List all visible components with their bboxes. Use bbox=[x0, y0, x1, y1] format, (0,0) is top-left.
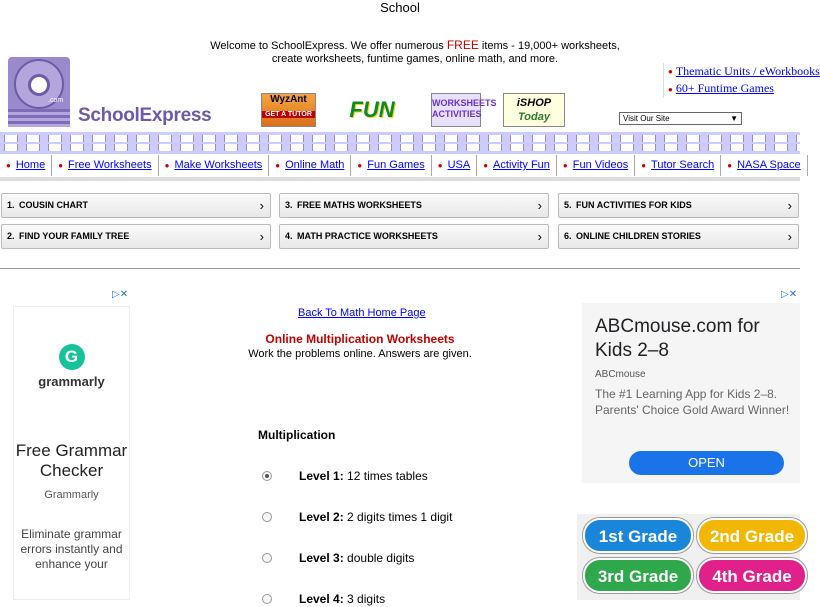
ad-choices-icon[interactable]: ▷✕ bbox=[112, 289, 129, 300]
level-desc: double digits bbox=[347, 551, 415, 565]
nav-link[interactable]: USA bbox=[447, 159, 471, 171]
bullet-icon: ● bbox=[58, 161, 64, 170]
nav-item-free-worksheets[interactable] bbox=[52, 155, 158, 176]
welcome-post: items - 19,000+ worksheets, bbox=[478, 40, 620, 52]
quick-link-button[interactable] bbox=[558, 224, 799, 249]
level-radio[interactable] bbox=[262, 553, 272, 563]
horizontal-rule bbox=[0, 268, 800, 269]
level-name: Level 1: bbox=[299, 469, 344, 483]
bullet-icon: ● bbox=[668, 84, 673, 94]
bullet-icon: ● bbox=[727, 161, 733, 170]
welcome-text bbox=[210, 39, 620, 66]
bullet-icon: ● bbox=[357, 161, 363, 170]
worksheet-subtitle: Work the problems online. Answers are given. bbox=[248, 348, 472, 360]
quick-link-label: FREE MATHS WORKSHEETS bbox=[297, 200, 422, 210]
grade-buttons-ad bbox=[577, 514, 800, 600]
nav-divider bbox=[0, 177, 800, 181]
level-name: Level 2: bbox=[299, 510, 344, 524]
page-title-bar: School bbox=[380, 0, 420, 15]
level-radio[interactable] bbox=[262, 512, 272, 522]
nav-item-fun-videos[interactable] bbox=[557, 155, 635, 176]
logo-name: SchoolExpress bbox=[78, 105, 212, 126]
right-link-item[interactable] bbox=[668, 80, 800, 97]
quick-link-num: 2. bbox=[7, 231, 15, 241]
quick-link-num: 1. bbox=[7, 200, 15, 210]
funtime-games-link[interactable]: 60+ Funtime Games bbox=[675, 81, 774, 96]
bullet-icon: ● bbox=[437, 161, 443, 170]
film-strip-divider bbox=[0, 132, 800, 154]
back-to-math-link[interactable]: Back To Math Home Page bbox=[298, 307, 426, 319]
wyzant-title: WyzAnt bbox=[270, 94, 307, 105]
welcome-pre: Welcome to SchoolExpress. We offer numerous bbox=[210, 40, 447, 52]
nav-item-tutor-search[interactable] bbox=[635, 155, 721, 176]
bullet-icon: ● bbox=[6, 161, 11, 170]
nav-item-online-math[interactable] bbox=[269, 155, 351, 176]
level-desc: 12 times tables bbox=[347, 469, 428, 483]
nav-link[interactable]: Tutor Search bbox=[651, 159, 715, 171]
quick-link-num: 5. bbox=[564, 200, 572, 210]
logo-com: .com bbox=[48, 97, 64, 104]
nav-item-activity-fun[interactable] bbox=[477, 155, 557, 176]
quick-link-label: ONLINE CHILDREN STORIES bbox=[576, 231, 701, 241]
nav-link[interactable]: NASA Space bbox=[737, 159, 801, 171]
bullet-icon: ● bbox=[641, 161, 647, 170]
chevron-right-icon: › bbox=[787, 198, 792, 213]
chevron-right-icon: › bbox=[259, 229, 264, 244]
quick-link-num: 6. bbox=[564, 231, 572, 241]
grammarly-logo-icon: G bbox=[59, 344, 85, 370]
chevron-down-icon: ▼ bbox=[730, 114, 738, 123]
nav-item-nasa-space[interactable] bbox=[721, 155, 807, 176]
ad-left-brand: grammarly bbox=[38, 374, 105, 389]
logo-steps bbox=[8, 109, 70, 127]
ishop-sub: Today bbox=[518, 111, 550, 123]
right-links bbox=[663, 63, 820, 98]
level-desc: 2 digits times 1 digit bbox=[347, 510, 453, 524]
nav-link[interactable]: Fun Games bbox=[367, 159, 425, 171]
nav-item-fun-games[interactable] bbox=[351, 155, 431, 176]
level-label bbox=[299, 509, 452, 525]
thematic-units-link[interactable]: Thematic Units / eWorkbooks bbox=[675, 64, 820, 78]
quick-link-label: FUN ACTIVITIES FOR KIDS bbox=[576, 200, 692, 210]
site-logo[interactable] bbox=[8, 57, 218, 132]
level-desc: 3 digits bbox=[347, 592, 386, 606]
nav-item-usa[interactable] bbox=[432, 155, 477, 176]
visit-site-select[interactable] bbox=[619, 112, 742, 125]
quick-link-label: MATH PRACTICE WORKSHEETS bbox=[297, 231, 438, 241]
chevron-right-icon: › bbox=[537, 229, 542, 244]
ad-right-source: ABCmouse bbox=[595, 369, 646, 380]
chevron-right-icon: › bbox=[537, 198, 542, 213]
bullet-icon: ● bbox=[562, 161, 568, 170]
bullet-icon: ● bbox=[483, 161, 489, 170]
logo-ring bbox=[28, 74, 50, 96]
quick-link-num: 4. bbox=[285, 231, 293, 241]
bullet-icon: ● bbox=[668, 67, 673, 77]
bullet-icon: ● bbox=[275, 161, 281, 170]
ishop-title: iSHOP bbox=[516, 97, 552, 109]
level-label bbox=[299, 591, 385, 607]
ad-open-button[interactable]: OPEN bbox=[629, 451, 784, 475]
grade-button[interactable]: 1st Grade bbox=[583, 518, 693, 553]
level-radio[interactable] bbox=[262, 471, 272, 481]
level-name: Level 4: bbox=[299, 592, 344, 606]
ad-choices-icon[interactable]: ▷✕ bbox=[781, 289, 798, 300]
quick-link-button[interactable] bbox=[279, 224, 549, 249]
grade-button[interactable]: 4th Grade bbox=[697, 558, 807, 593]
logo-badge-icon bbox=[8, 57, 70, 127]
welcome-free: FREE bbox=[446, 38, 479, 52]
main-nav bbox=[0, 155, 800, 176]
nav-item-make-worksheets[interactable] bbox=[159, 155, 270, 176]
ad-left-by: Grammarly bbox=[44, 489, 99, 501]
nav-link[interactable]: Fun Videos bbox=[572, 159, 629, 171]
abcmouse-ad[interactable] bbox=[582, 303, 800, 483]
wyzant-sub: GET A TUTOR bbox=[262, 111, 315, 118]
grade-button[interactable]: 2nd Grade bbox=[697, 518, 807, 553]
grammarly-ad[interactable] bbox=[13, 306, 130, 600]
right-link-item[interactable] bbox=[668, 63, 820, 80]
quick-link-num: 3. bbox=[285, 200, 293, 210]
visit-select-value: Visit Our Site bbox=[623, 114, 670, 123]
worksheet-title: Online Multiplication Worksheets bbox=[265, 332, 455, 346]
nav-link[interactable]: Home bbox=[15, 159, 46, 171]
welcome-line2: create worksheets, funtime games, online math, and more. bbox=[271, 53, 559, 65]
level-label bbox=[299, 468, 428, 484]
quick-link-button[interactable] bbox=[1, 224, 271, 249]
level-name: Level 3: bbox=[299, 551, 344, 565]
nav-link[interactable]: Make Worksheets bbox=[174, 159, 263, 171]
ishop-banner[interactable] bbox=[503, 93, 565, 127]
ad-left-desc: Eliminate grammar errors instantly and enhance your bbox=[20, 527, 123, 571]
nav-link[interactable]: Online Math bbox=[285, 159, 345, 171]
quick-link-label: FIND YOUR FAMILY TREE bbox=[19, 231, 130, 241]
ad-right-desc: The #1 Learning App for Kids 2–8. Parents' Choice Gold Award Winner! bbox=[595, 387, 790, 417]
worksheets-banner[interactable]: WORKSHEETS ACTIVITIES bbox=[431, 93, 481, 127]
quick-link-button[interactable] bbox=[1, 193, 271, 218]
ad-left-headline: Free Grammar Checker bbox=[15, 441, 128, 480]
chevron-right-icon: › bbox=[259, 198, 264, 213]
nav-link[interactable]: Activity Fun bbox=[493, 159, 550, 171]
section-title: Multiplication bbox=[258, 428, 336, 442]
quick-link-label: COUSIN CHART bbox=[19, 200, 89, 210]
level-label bbox=[299, 550, 414, 566]
grade-button[interactable]: 3rd Grade bbox=[583, 558, 693, 593]
level-radio[interactable] bbox=[262, 594, 272, 604]
bullet-icon: ● bbox=[164, 161, 170, 170]
film-strip-holes bbox=[0, 135, 800, 151]
chevron-right-icon: › bbox=[787, 229, 792, 244]
quick-link-button[interactable] bbox=[279, 193, 549, 218]
fun-banner[interactable]: FUN bbox=[340, 93, 404, 127]
wyzant-banner[interactable] bbox=[261, 93, 316, 127]
quick-link-button[interactable] bbox=[558, 193, 799, 218]
ad-right-title: ABCmouse.com for Kids 2–8 bbox=[595, 316, 760, 361]
nav-item-home[interactable] bbox=[0, 155, 52, 176]
nav-link[interactable]: Free Worksheets bbox=[68, 159, 152, 171]
